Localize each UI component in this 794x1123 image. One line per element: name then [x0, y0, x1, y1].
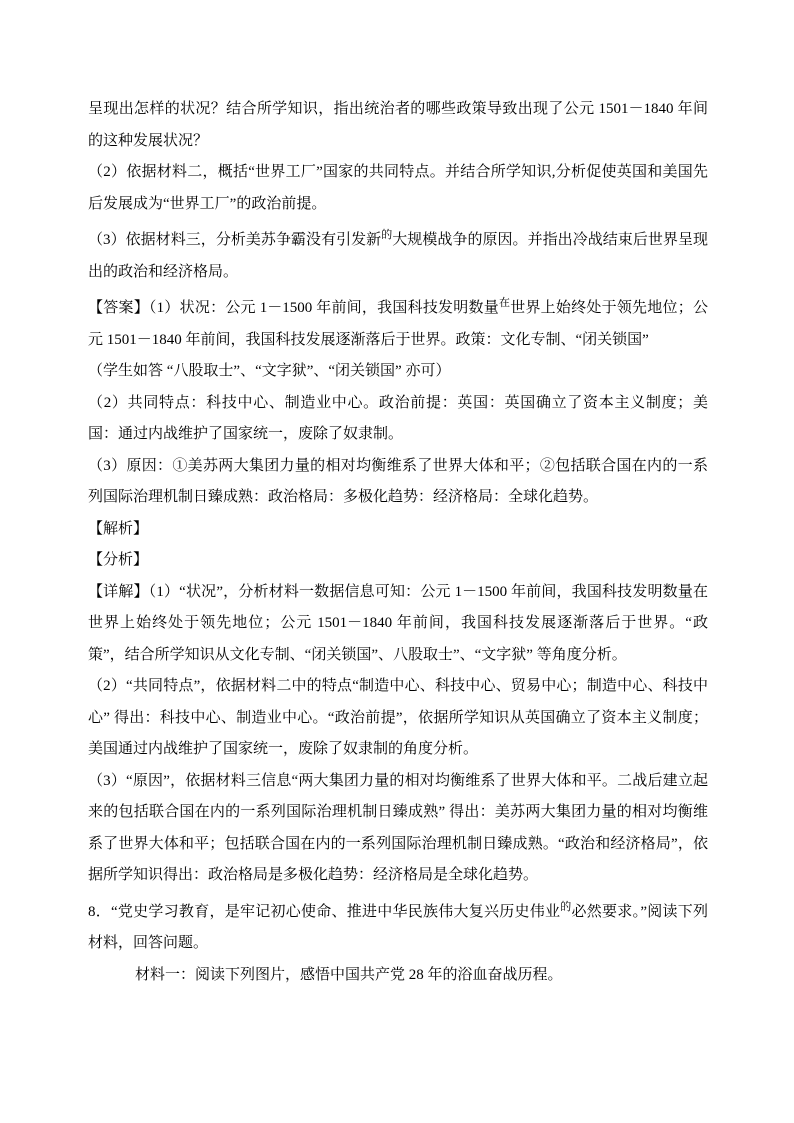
superscript-text-run: 在: [498, 297, 511, 309]
analysis-label: [88, 545, 708, 577]
answer-part3: [88, 451, 708, 514]
question-8: [88, 892, 708, 960]
text-run: 大规模战争的原因。并指出冷战结束后世界呈现出的政治和经济格局。: [88, 232, 708, 280]
superscript-text-run: 的: [560, 900, 572, 913]
text-run: （2）共同特点：科技中心、制造业中心。政治前提：英国：英国确立了资本主义制度；美国：通过内战维护了国家统一，废除了奴隶制。: [88, 394, 708, 442]
explanation-part3: [88, 766, 708, 892]
material-1: [88, 960, 708, 992]
text-run: 材料一：阅读下列图片，感悟中国共产党 28 年的浴血奋战历程。: [135, 966, 563, 983]
text-run: 【分析】: [88, 552, 149, 568]
answer-part2: [88, 388, 708, 451]
text-run: （2）依据材料二，概括“世界工厂”国家的共同特点。并结合所学知识,分析促使英国和美国先后发展成为“世界工厂”的政治前提。: [88, 164, 708, 212]
text-run: 8．“党史学习教育，是牢记初心使命、推进中华民族伟大复兴历史伟业: [88, 903, 561, 920]
superscript-text-run: 的: [381, 229, 393, 241]
text-run: （3）依据材料三，分析美苏争霸没有引发新: [88, 232, 382, 248]
text-run: （学生如答 “八股取士”、“文字狱”、“闭关锁国” 亦可）: [88, 363, 451, 379]
explanation-part2: [88, 671, 708, 766]
text-run: 呈现出怎样的状况？结合所学知识，指出统治者的哪些政策导致出现了公元 1501－1840 年间的这种发展状况？: [88, 101, 708, 149]
text-run: 【详解】（1）“状况”，分析材料一数据信息可知：公元 1－1500 年前间，我国科技发明数量在世界上始终处于领先地位；公元 1501－1840 年前间，我国科技发展逐渐落后于世界。“政策”，结合所学知识从文化专制、“闭关锁国”、八股取士”、“文字狱” 等角度分析。: [88, 583, 708, 663]
analysis-header: [88, 514, 708, 546]
text-run: 必然要求。”阅读下列材料，回答问题。: [88, 903, 708, 951]
text-run: 【解析】: [88, 520, 149, 537]
text-run: （3）“原因”，依据材料三信息“两大集团力量的相对均衡维系了世界大体和平。二战后建立起来的包括联合国在内的一系列国际治理机制日臻成熟” 得出：美苏两大集团力量的相对均衡维系了世界大体和平；包括联合国在内的一系列国际治理机制日臻成熟。“政治和经济格局”，依据所学知识得出：政治格局是多极化趋势：经济格局是全球化趋势。: [88, 772, 708, 883]
explanation-part1: [88, 577, 708, 672]
question-part3: [88, 220, 708, 288]
question-part2: [88, 157, 708, 220]
text-run: 【答案】（1）状况：公元 1－1500 年前间，我国科技发明数量: [88, 300, 499, 316]
answer-part1: [88, 288, 708, 356]
text-run: 世界上始终处于领先地位；公元 1501－1840 年前间，我国科技发展逐渐落后于世界。政策：文化专制、“闭关锁国”: [88, 300, 708, 348]
text-run: （2）“共同特点”，依据材料二中的特点“制造中心、科技中心、贸易中心；制造中心、科技中心” 得出：科技中心、制造业中心。“政治前提”，依据所学知识从英国确立了资本主义制度；美国通过内战维护了国家统一，废除了奴隶制的角度分析。: [88, 678, 708, 757]
answer-note: [88, 356, 708, 388]
question-part1-continuation: [88, 94, 708, 157]
text-run: （3）原因：①美苏两大集团力量的相对均衡维系了世界大体和平；②包括联合国在内的一系列国际治理机制日臻成熟：政治格局：多极化趋势：经济格局：全球化趋势。: [88, 457, 708, 505]
